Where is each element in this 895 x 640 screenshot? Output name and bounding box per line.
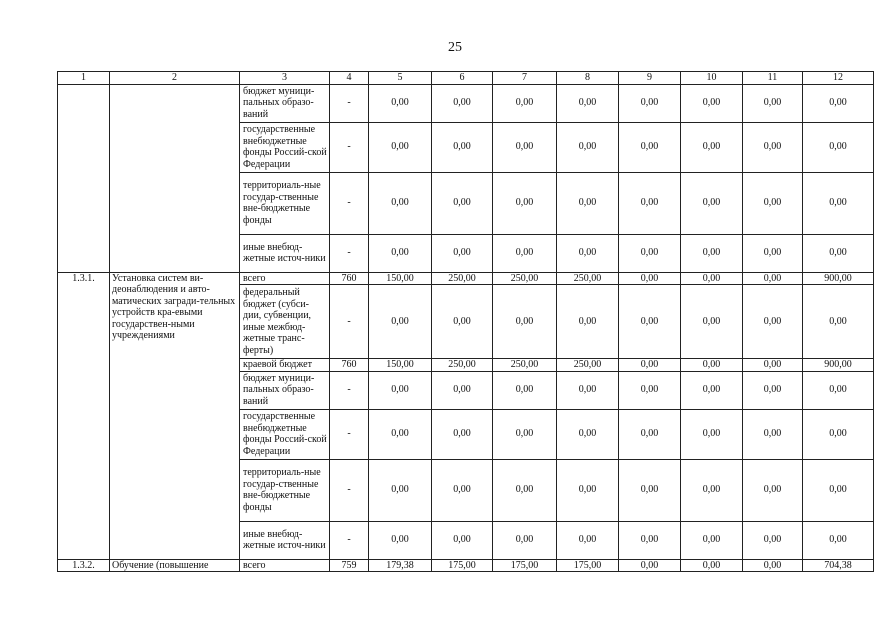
value-cell: 0,00 — [619, 409, 681, 459]
value-cell: 0,00 — [369, 409, 432, 459]
value-cell: 0,00 — [432, 371, 493, 409]
value-cell: - — [330, 122, 369, 172]
value-cell: 0,00 — [619, 272, 681, 285]
value-cell: 0,00 — [369, 84, 432, 122]
value-cell: 250,00 — [432, 272, 493, 285]
value-cell: 0,00 — [369, 521, 432, 559]
value-cell: 250,00 — [493, 359, 557, 372]
value-cell: 0,00 — [557, 409, 619, 459]
funding-source: государственные внебюджетные фонды Россий-ской Федерации — [240, 122, 330, 172]
funding-source: государственные внебюджетные фонды Россий-ской Федерации — [240, 409, 330, 459]
column-number: 10 — [681, 72, 743, 85]
value-cell: 0,00 — [681, 234, 743, 272]
value-cell: 0,00 — [493, 122, 557, 172]
value-cell: 0,00 — [369, 459, 432, 521]
value-cell: 0,00 — [557, 521, 619, 559]
value-cell: 0,00 — [432, 459, 493, 521]
value-cell: 0,00 — [557, 459, 619, 521]
value-cell: 0,00 — [743, 172, 803, 234]
value-cell: 0,00 — [557, 371, 619, 409]
value-cell: 250,00 — [493, 272, 557, 285]
value-cell: 0,00 — [493, 459, 557, 521]
item-name: Установка систем ви-деонаблюдения и авто-матических загради-тельных устройств кра-евыми государствен-ными учреждениями — [110, 272, 240, 559]
value-cell: 0,00 — [681, 122, 743, 172]
value-cell: 0,00 — [743, 521, 803, 559]
funding-source: иные внебюд-жетные источ-ники — [240, 521, 330, 559]
value-cell: 0,00 — [743, 359, 803, 372]
value-cell: 0,00 — [432, 172, 493, 234]
value-cell: 0,00 — [681, 272, 743, 285]
value-cell: 0,00 — [493, 84, 557, 122]
value-cell: 0,00 — [432, 84, 493, 122]
value-cell: 0,00 — [493, 285, 557, 359]
value-cell: 0,00 — [493, 172, 557, 234]
value-cell: 0,00 — [432, 285, 493, 359]
value-cell: - — [330, 172, 369, 234]
column-number: 8 — [557, 72, 619, 85]
value-cell: 0,00 — [432, 409, 493, 459]
table-row — [58, 272, 874, 285]
value-cell: 0,00 — [681, 559, 743, 572]
value-cell: 0,00 — [681, 172, 743, 234]
value-cell: 0,00 — [803, 409, 874, 459]
column-number: 6 — [432, 72, 493, 85]
value-cell: 759 — [330, 559, 369, 572]
value-cell: 0,00 — [493, 521, 557, 559]
page-number: 25 — [448, 40, 462, 55]
column-number: 5 — [369, 72, 432, 85]
funding-source: территориаль-ные государ-ственные вне-бюджетные фонды — [240, 459, 330, 521]
value-cell: 0,00 — [369, 285, 432, 359]
value-cell: 0,00 — [681, 409, 743, 459]
value-cell: 0,00 — [743, 409, 803, 459]
value-cell: - — [330, 84, 369, 122]
value-cell: 250,00 — [557, 272, 619, 285]
value-cell: 250,00 — [557, 359, 619, 372]
value-cell: 0,00 — [369, 172, 432, 234]
value-cell: 0,00 — [803, 285, 874, 359]
value-cell: 0,00 — [369, 371, 432, 409]
value-cell: 175,00 — [493, 559, 557, 572]
value-cell: 760 — [330, 272, 369, 285]
value-cell: 179,38 — [369, 559, 432, 572]
value-cell: 0,00 — [493, 409, 557, 459]
value-cell: 0,00 — [619, 285, 681, 359]
column-number: 2 — [110, 72, 240, 85]
item-code — [58, 84, 110, 272]
table-row — [58, 84, 874, 122]
value-cell: 900,00 — [803, 359, 874, 372]
value-cell: 0,00 — [619, 122, 681, 172]
value-cell: 0,00 — [803, 459, 874, 521]
value-cell: 0,00 — [803, 84, 874, 122]
value-cell: 0,00 — [743, 371, 803, 409]
value-cell: 900,00 — [803, 272, 874, 285]
column-number: 11 — [743, 72, 803, 85]
value-cell: 0,00 — [619, 371, 681, 409]
column-number-row — [58, 72, 874, 85]
item-name — [110, 84, 240, 272]
value-cell: 0,00 — [743, 234, 803, 272]
value-cell: - — [330, 285, 369, 359]
value-cell: 0,00 — [681, 459, 743, 521]
value-cell: 0,00 — [681, 84, 743, 122]
value-cell: 0,00 — [432, 122, 493, 172]
funding-source: территориаль-ные государ-ственные вне-бюджетные фонды — [240, 172, 330, 234]
value-cell: 0,00 — [803, 371, 874, 409]
funding-source: всего — [240, 559, 330, 572]
value-cell: 150,00 — [369, 359, 432, 372]
column-number: 4 — [330, 72, 369, 85]
column-number: 12 — [803, 72, 874, 85]
value-cell: 0,00 — [803, 234, 874, 272]
column-number: 9 — [619, 72, 681, 85]
value-cell: 175,00 — [432, 559, 493, 572]
value-cell: - — [330, 371, 369, 409]
value-cell: - — [330, 521, 369, 559]
value-cell: 0,00 — [557, 122, 619, 172]
value-cell: 0,00 — [743, 84, 803, 122]
value-cell: 0,00 — [681, 521, 743, 559]
value-cell: 0,00 — [369, 122, 432, 172]
value-cell: 0,00 — [619, 84, 681, 122]
value-cell: 175,00 — [557, 559, 619, 572]
item-code: 1.3.1. — [58, 272, 110, 559]
budget-table — [57, 71, 874, 572]
value-cell: 704,38 — [803, 559, 874, 572]
value-cell: - — [330, 459, 369, 521]
value-cell: 0,00 — [369, 234, 432, 272]
value-cell: 150,00 — [369, 272, 432, 285]
value-cell: 0,00 — [743, 559, 803, 572]
column-number: 1 — [58, 72, 110, 85]
value-cell: 0,00 — [681, 285, 743, 359]
value-cell: 0,00 — [619, 559, 681, 572]
value-cell: 250,00 — [432, 359, 493, 372]
value-cell: 0,00 — [619, 459, 681, 521]
item-code: 1.3.2. — [58, 559, 110, 572]
value-cell: 0,00 — [619, 234, 681, 272]
funding-source: федеральный бюджет (субси-дии, субвенции, иные межбюд-жетные транс-ферты) — [240, 285, 330, 359]
value-cell: 0,00 — [619, 521, 681, 559]
value-cell: 0,00 — [432, 521, 493, 559]
funding-source: бюджет муници-пальных образо-ваний — [240, 371, 330, 409]
value-cell: 0,00 — [803, 172, 874, 234]
funding-source: иные внебюд-жетные источ-ники — [240, 234, 330, 272]
value-cell: 0,00 — [619, 359, 681, 372]
funding-source: бюджет муници-пальных образо-ваний — [240, 84, 330, 122]
column-number: 3 — [240, 72, 330, 85]
table-body — [58, 72, 874, 572]
value-cell: 0,00 — [743, 122, 803, 172]
value-cell: 0,00 — [557, 84, 619, 122]
value-cell: 0,00 — [493, 371, 557, 409]
value-cell: - — [330, 234, 369, 272]
funding-source: краевой бюджет — [240, 359, 330, 372]
value-cell: 0,00 — [743, 459, 803, 521]
value-cell: 0,00 — [432, 234, 493, 272]
item-name: Обучение (повышение — [110, 559, 240, 572]
value-cell: 0,00 — [619, 172, 681, 234]
value-cell: 0,00 — [743, 272, 803, 285]
value-cell: 0,00 — [681, 371, 743, 409]
value-cell: 0,00 — [557, 172, 619, 234]
value-cell: 0,00 — [557, 234, 619, 272]
table-row — [58, 559, 874, 572]
value-cell: 0,00 — [803, 521, 874, 559]
value-cell: 0,00 — [557, 285, 619, 359]
column-number: 7 — [493, 72, 557, 85]
value-cell: 760 — [330, 359, 369, 372]
value-cell: - — [330, 409, 369, 459]
value-cell: 0,00 — [743, 285, 803, 359]
value-cell: 0,00 — [493, 234, 557, 272]
value-cell: 0,00 — [803, 122, 874, 172]
funding-source: всего — [240, 272, 330, 285]
value-cell: 0,00 — [681, 359, 743, 372]
